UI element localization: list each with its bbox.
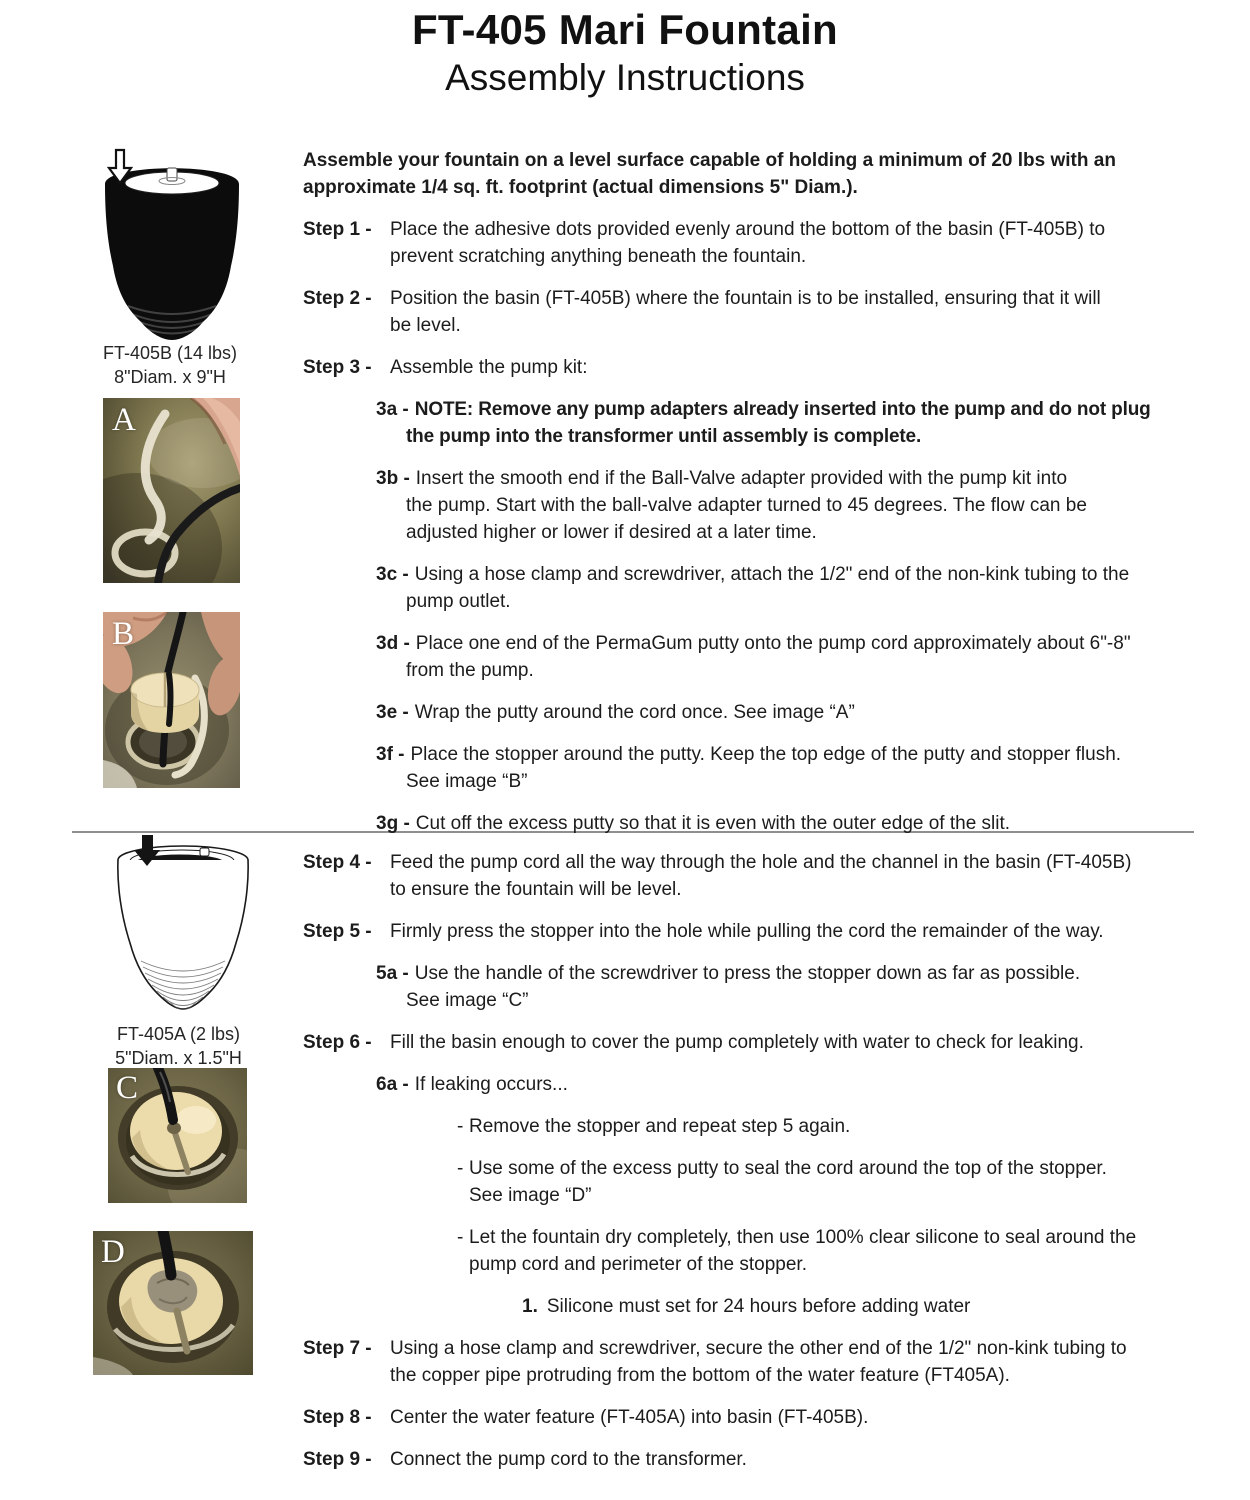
basin-caption — [70, 341, 270, 389]
step-6a: 6a - If leaking occurs... — [376, 1074, 568, 1095]
knob-icon — [200, 848, 209, 856]
step-label: Step 9 - — [303, 1449, 372, 1470]
plug-icon — [167, 168, 177, 181]
step-4: Step 4 - Feed the pump cord all the way through the hole and the channel in the basin (FT-405B) to ensure the fountain will be level. — [303, 849, 1233, 903]
step-3f: 3f - Place the stopper around the putty. Keep the top edge of the putty and stopper flush. See image “B” — [376, 744, 1122, 792]
step-label: Step 2 - — [303, 288, 372, 309]
feature-caption-line1: FT-405A (2 lbs) — [116, 1024, 241, 1044]
step-label: Step 3 - — [303, 357, 372, 378]
step-label: Step 1 - — [303, 219, 372, 240]
step-2: Step 2 - Position the basin (FT-405B) where the fountain is to be installed, ensuring that it will be level. — [303, 285, 1233, 339]
step-5: Step 5 - Firmly press the stopper into the hole while pulling the cord the remainder of the way. — [303, 918, 1233, 945]
step-3g: 3g - Cut off the excess putty so that it is even with the outer edge of the slit. — [376, 813, 1011, 834]
step-5a: 5a - Use the handle of the screwdriver to press the stopper down as far as possible. See image “C” — [376, 963, 1081, 1011]
substep-label: 3b - — [376, 468, 410, 489]
step-1: Step 1 - Place the adhesive dots provided evenly around the bottom of the basin (FT-405B) to prevent scratching anything beneath the fountain. — [303, 216, 1233, 270]
dash-bullet: - — [457, 1158, 464, 1179]
substep-label: 3d - — [376, 633, 410, 654]
step-6: Step 6 - Fill the basin enough to cover the pump completely with water to check for leaking. — [303, 1029, 1233, 1056]
bullet-remove-stopper: - Remove the stopper and repeat step 5 again. — [457, 1113, 1233, 1140]
step-3a-note: 3a - NOTE: Remove any pump adapters already inserted into the pump and do not plug the pump into the transformer until assembly is complete. — [376, 399, 1151, 447]
page-title — [0, 6, 1250, 99]
note-silicone-set: 1. Silicone must set for 24 hours before adding water — [522, 1296, 971, 1317]
instructions-column — [303, 147, 1233, 1473]
photo-a-label: A — [112, 402, 136, 438]
dash-bullet: - — [457, 1116, 464, 1137]
intro-line: approximate 1/4 sq. ft. footprint (actual dimensions 5" Diam.). — [303, 177, 858, 198]
step-label: Step 8 - — [303, 1407, 372, 1428]
basin-caption-line1: FT-405B (14 lbs) — [102, 343, 238, 363]
page-title-line2: Assembly Instructions — [445, 57, 805, 98]
substep-label: 3g - — [376, 813, 410, 834]
basin-drawing — [88, 144, 243, 342]
photo-b-label: B — [112, 616, 135, 652]
feature-caption — [76, 1022, 281, 1070]
page-title-line1: FT-405 Mari Fountain — [411, 6, 839, 53]
step-9: Step 9 - Connect the pump cord to the transformer. — [303, 1446, 1233, 1473]
step-label: Step 6 - — [303, 1032, 372, 1053]
substep-label: 3f - — [376, 744, 405, 765]
substep-label: 5a - — [376, 963, 409, 984]
step-3c: 3c - Using a hose clamp and screwdriver, attach the 1/2" end of the non-kink tubing to the pump outlet. — [376, 564, 1130, 612]
photo-d-label: D — [101, 1234, 125, 1270]
basin-caption-line2: 8"Diam. x 9"H — [114, 367, 226, 387]
dash-bullet: - — [457, 1227, 464, 1248]
photo-c-label: C — [116, 1070, 139, 1106]
substep-label: 3c - — [376, 564, 409, 585]
step-8: Step 8 - Center the water feature (FT-405A) into basin (FT-405B). — [303, 1404, 1233, 1431]
substep-label: 6a - — [376, 1074, 409, 1095]
intro-line: Assemble your fountain on a level surface capable of holding a minimum of 20 lbs with an — [303, 150, 1116, 171]
feature-caption-line2: 5"Diam. x 1.5"H — [115, 1048, 242, 1068]
bullet-silicone-seal: - Let the fountain dry completely, then use 100% clear silicone to seal around the pump cord and perimeter of the stopper. — [457, 1224, 1233, 1278]
bullet-use-putty: - Use some of the excess putty to seal the cord around the top of the stopper. See image “D” — [457, 1155, 1233, 1209]
substep-label: 3a - — [376, 399, 409, 420]
step-label: Step 5 - — [303, 921, 372, 942]
step-3b: 3b - Insert the smooth end if the Ball-Valve adapter provided with the pump kit into the pump. Start with the ball-valve adapter turned to 45 degrees. The flow can be adjusted higher or lower if desired at a later time. — [376, 468, 1087, 543]
step-3d: 3d - Place one end of the PermaGum putty onto the pump cord approximately about 6"-8" from the pump. — [376, 633, 1131, 681]
intro-paragraph — [303, 147, 1233, 201]
water-feature-drawing — [112, 833, 262, 1023]
step-3e: 3e - Wrap the putty around the cord once. See image “A” — [376, 702, 855, 723]
step-3: Step 3 - Assemble the pump kit: — [303, 354, 1233, 381]
substep-label: 3e - — [376, 702, 409, 723]
step-7: Step 7 - Using a hose clamp and screwdriver, secure the other end of the 1/2" non-kink tubing to the copper pipe protruding from the bottom of the water feature (FT405A). — [303, 1335, 1233, 1389]
number-label: 1. — [522, 1296, 538, 1317]
step-label: Step 7 - — [303, 1338, 372, 1359]
step-label: Step 4 - — [303, 852, 372, 873]
